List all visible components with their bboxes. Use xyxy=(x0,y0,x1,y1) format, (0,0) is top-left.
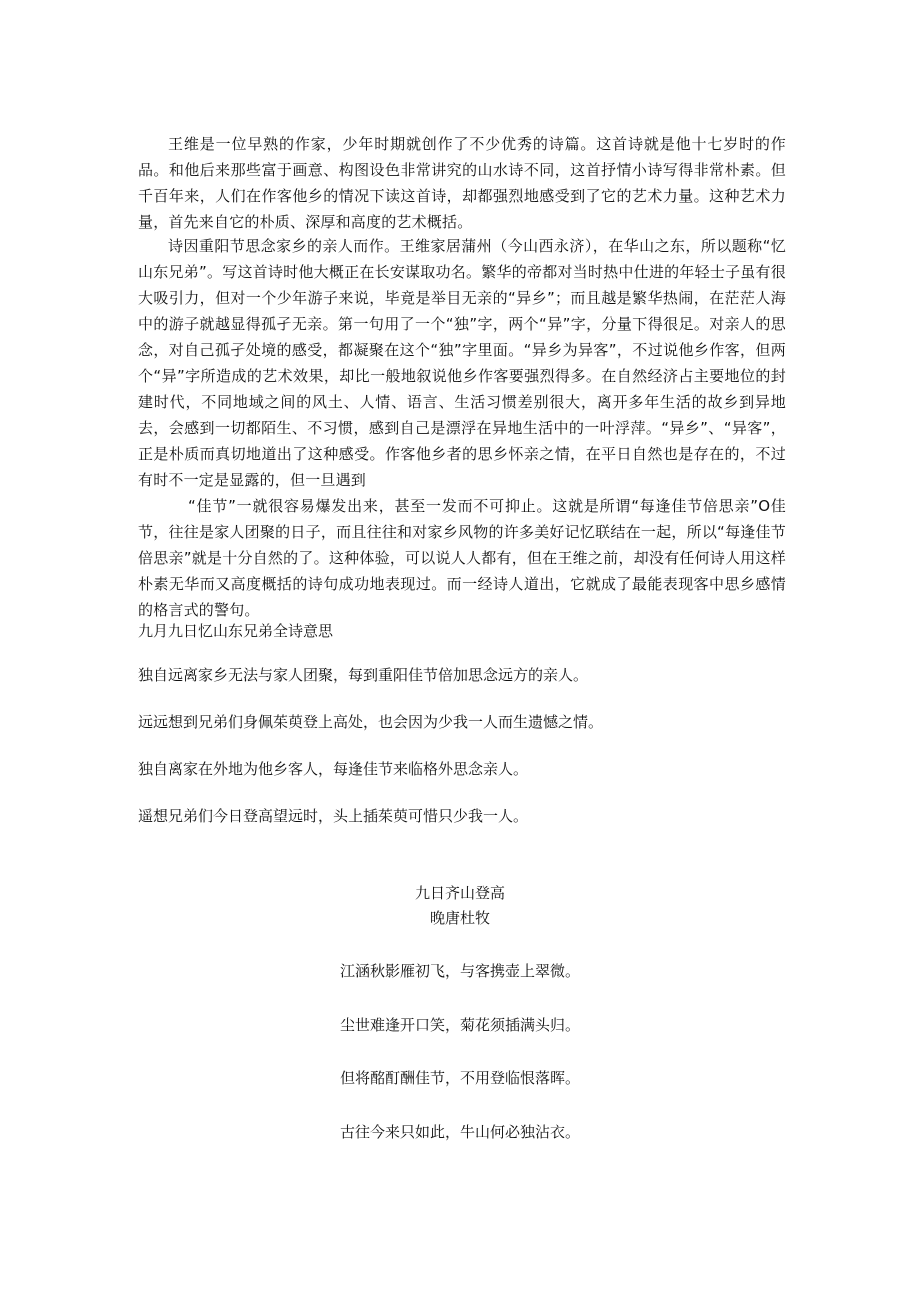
meaning-line: 独自远离家乡无法与家人团聚，每到重阳佳节倍加思念远方的亲人。 xyxy=(138,666,589,684)
paragraph-festival: “佳节”一就很容易爆发出来，甚至一发而不可抑止。这就是所谓“每逢佳节倍思亲”O佳节，往往是家人团聚的日子，而且往往和对家乡风物的许多美好记忆联结在一起，所以“每逢佳节倍思亲”就是十分自然的了。这种体验，可以说人人都有，但在王维之前，却没有任何诗人用这样朴素无华而又高度概括的诗句成功地表现过。而一经诗人道出，它就成了最能表现客中思乡感情的格言式的警句。 xyxy=(138,497,786,619)
poem-line: 古往今来只如此，牛山何必独沾衣。 xyxy=(339,1123,580,1141)
meaning-line: 独自离家在外地为他乡客人，每逢佳节来临格外思念亲人。 xyxy=(138,760,529,778)
meaning-heading: 九月九日忆山东兄弟全诗意思 xyxy=(138,622,334,640)
poem-line: 江涵秋影雁初飞，与客携壶上翠微。 xyxy=(339,962,580,980)
paragraph-intro: 王维是一位早熟的作家，少年时期就创作了不少优秀的诗篇。这首诗就是他十七岁时的作品。和他后来那些富于画意、构图设色非常讲究的山水诗不同，这首抒情小诗写得非常朴素。但千百年来，人们在作客他乡的情况下读这首诗，却都强烈地感受到了它的艺术力量。这种艺术力量，首先来自它的朴质、深厚和高度的艺术概括。 xyxy=(138,135,786,231)
paragraph-analysis: 诗因重阳节思念家乡的亲人而作。王维家居蒲州（今山西永济），在华山之东，所以题称“忆山东兄弟”。写这首诗时他大概正在长安谋取功名。繁华的帝都对当时热中仕进的年轻士子虽有很大吸引力，但对一个少年游子来说，毕竟是举目无亲的“异乡”；而且越是繁华热闹，在茫茫人海中的游子就越显得孤孑无亲。第一句用了一个“独”字，两个“异”字，分量下得很足。对亲人的思念，对自己孤孑处境的感受，都凝聚在这个“独”字里面。“异乡为异客”，不过说他乡作客，但两个“异”字所造成的艺术效果，却比一般地叙说他乡作客要强烈得多。在自然经济占主要地位的封建时代，不同地域之间的风土、人情、语言、生活习惯差别很大，离开多年生活的故乡到异地去，会感到一切都陌生、不习惯，感到自己是漂浮在异地生活中的一叶浮萍。“异乡”、“异客”，正是朴质而真切地道出了这种感受。作客他乡者的思乡怀亲之情，在平日自然也是存在的，不过有时不一定是显露的，但一旦遇到 xyxy=(138,237,786,489)
poem-title: 九日齐山登高 xyxy=(414,884,505,902)
poem-line: 但将酩酊酬佳节，不用登临恨落晖。 xyxy=(339,1069,580,1087)
meaning-line: 遥想兄弟们今日登高望远时，头上插茱萸可惜只少我一人。 xyxy=(138,807,529,825)
poem-line: 尘世难逢开口笑，菊花须插满头归。 xyxy=(339,1016,580,1034)
meaning-line: 远远想到兄弟们身佩茱萸登上高处，也会因为少我一人而生遗憾之情。 xyxy=(138,713,604,731)
poem-author: 晚唐杜牧 xyxy=(429,909,490,927)
